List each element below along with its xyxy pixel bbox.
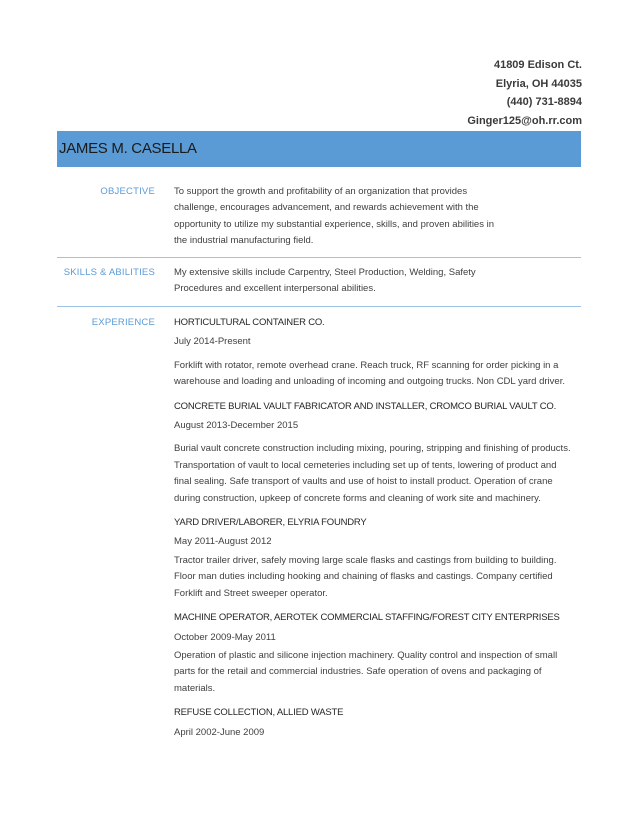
job-date: October 2009-May 2011 [174,631,276,643]
skills-line: My extensive skills include Carpentry, Steel Production, Welding, Safety [174,267,476,278]
job-description [174,358,638,391]
job-entry [174,705,638,741]
job-description-line: final sealing. Safe transport of vaults and use of hoist to install product. Operation of crane [174,476,553,488]
skills-text [174,265,586,298]
objective-text [174,184,586,250]
job-description-line: Floor man duties including hooking and chaining of flasks and castings. Company certified [174,571,553,583]
objective-label: OBJECTIVE [100,186,155,197]
contact-info [467,56,582,130]
contact-email: Ginger125@oh.rr.com [467,114,582,127]
job-description-line: Operation of plastic and silicone injection machinery. Quality control and inspection of small [174,649,558,661]
job-entry [174,399,638,507]
job-description-line: warehouse and loading and unloading of incoming and outgoing trucks. Non CDL yard driver. [174,376,565,388]
experience-label: EXPERIENCE [91,317,155,328]
objective-line: To support the growth and profitability of an organization that provides [174,186,468,197]
objective-line: the industrial manufacturing field. [174,235,314,247]
name-banner [57,131,581,167]
job-description-line: during construction, upkeep of concrete forms and cleaning of work site and machinery. [174,492,541,504]
job-description-line: Transportation of vault to local cemeteries including set up of tents, lowering of product and [174,459,557,471]
job-title: MACHINE OPERATOR, AEROTEK COMMERCIAL STAFFING/FOREST CITY ENTERPRISES [174,612,560,624]
skills-line: Procedures and excellent interpersonal abilities. [174,283,376,295]
job-description [174,553,638,602]
job-description-line: materials. [174,682,216,694]
job-title: HORTICULTURAL CONTAINER CO. [174,317,325,328]
skills-label: SKILLS & ABILITIES [63,267,155,278]
job-date: August 2013-December 2015 [174,420,299,432]
job-date: April 2002-June 2009 [174,726,265,738]
job-title: REFUSE COLLECTION, ALLIED WASTE [174,707,344,719]
job-description [174,648,638,697]
job-entry [174,315,638,391]
job-description-line: Forklift and Street sweeper operator. [174,587,328,599]
job-entry [174,610,638,697]
job-date: July 2014-Present [174,336,251,348]
contact-address: 41809 Edison Ct. [493,59,582,71]
job-entry [174,515,638,602]
objective-line: opportunity to utilize my substantial experience, skills, and proven abilities in [174,218,494,230]
experience-list [174,315,638,741]
contact-city: Elyria, OH 44035 [495,77,582,90]
section-divider [57,257,581,258]
section-divider [57,306,581,307]
job-title: YARD DRIVER/LABORER, ELYRIA FOUNDRY [174,517,367,529]
job-description [174,441,638,507]
candidate-name: JAMES M. CASELLA [59,140,197,157]
job-description-line: Forklift with rotator, remote overhead crane. Reach truck, RF scanning for order picking in a [174,359,559,371]
job-description-line: Burial vault concrete construction including mixing, pouring, stripping and finishing of products. [174,443,571,455]
job-description-line: Tractor trailer driver, safely moving large scale flasks and castings from building to building. [174,554,557,566]
contact-phone: (440) 731-8894 [506,96,582,108]
job-date: May 2011-August 2012 [174,536,272,548]
objective-line: challenge, encourages advancement, and rewards achievement with the [174,202,479,214]
job-description-line: parts for the retail and commercial industries. Safe operation of ovens and packaging of [174,666,542,678]
job-title: CONCRETE BURIAL VAULT FABRICATOR AND INSTALLER, CROMCO BURIAL VAULT CO. [174,400,557,412]
